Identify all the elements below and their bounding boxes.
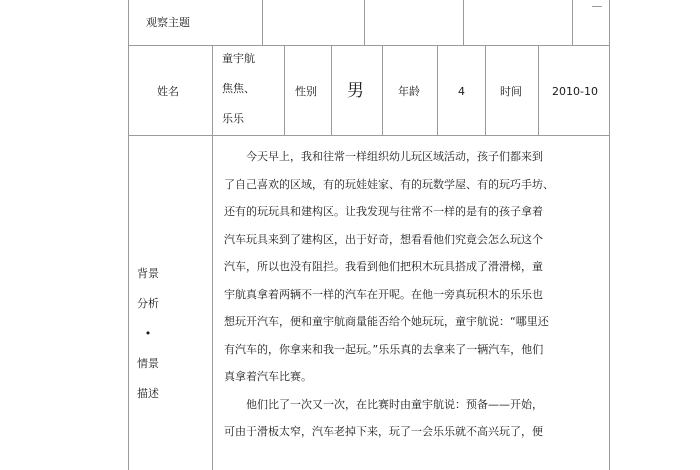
observe-topic-label: 观察主题 (146, 16, 190, 29)
paragraph-line: 还有的玩玩具和建构区。让我发现与往常不一样的是有的孩子拿着 (224, 205, 543, 218)
side-label-1: 背景 (137, 267, 159, 280)
time-label: 时间 (500, 85, 522, 98)
mid-col-divider-4 (437, 45, 438, 135)
top-right-mark (592, 6, 602, 7)
mid-col-divider-1 (284, 45, 285, 135)
top-col-divider-3 (463, 0, 464, 45)
child-name-2: 焦焦、 (222, 82, 255, 95)
paragraph-line: 了自己喜欢的区域，有的玩娃娃家、有的玩数学屋、有的玩巧手坊、 (224, 177, 554, 191)
top-col-divider-2 (364, 0, 365, 45)
side-label-5: 描述 (137, 387, 159, 400)
side-label-3: • (144, 327, 152, 340)
paragraph-line: 想玩开汽车，便和童宇航商量能否给个她玩玩，童宇航说：“哪里还 (224, 315, 549, 328)
table-border-right (609, 0, 610, 470)
paragraph-line: 可由于滑板太窄，汽车老掉下来，玩了一会乐乐就不高兴玩了，便 (224, 425, 543, 438)
table-border-left (128, 0, 129, 470)
col-divider-label (212, 45, 213, 470)
situation-description-text (224, 143, 600, 446)
gender-value: 男 (347, 81, 364, 101)
table-rule-middle (128, 135, 610, 136)
side-label-2: 分析 (137, 297, 159, 310)
paragraph-line: 汽车玩具来到了建构区，出于好奇，想看看他们究竟会怎么玩这个 (224, 232, 543, 246)
child-name-3: 乐乐 (222, 112, 244, 125)
paragraph-line: 今天早上，我和往常一样组织幼儿玩区域活动，孩子们都来到 (246, 150, 543, 163)
paragraph-line: 汽车，所以也没有阻拦。我看到他们把积木玩具搭成了滑滑梯，童 (224, 260, 543, 273)
gender-label: 性别 (295, 85, 317, 98)
paragraph-line: 真拿着汽车比赛。 (224, 370, 312, 383)
mid-col-divider-2 (331, 45, 332, 135)
paragraph-line: 他们比了一次又一次，在比赛时由童宇航说：预备——开始， (246, 397, 543, 411)
top-col-divider-4 (572, 0, 573, 45)
side-label-4: 情景 (137, 357, 159, 370)
paragraph-line: 有汽车的，你拿来和我一起玩。”乐乐真的去拿来了一辆汽车，他们 (224, 342, 544, 356)
age-label: 年龄 (398, 85, 420, 98)
child-name-1: 童宇航 (222, 52, 255, 65)
paragraph-line: 宇航真拿着两辆不一样的汽车在开呢。在他一旁真玩积木的乐乐也 (224, 287, 543, 301)
name-label: 姓名 (157, 85, 179, 98)
mid-col-divider-6 (538, 45, 539, 135)
mid-col-divider-5 (485, 45, 486, 135)
background-analysis-label (136, 259, 160, 409)
age-value: 4 (458, 85, 465, 98)
mid-col-divider-3 (382, 45, 383, 135)
top-col-divider-1 (262, 0, 263, 45)
time-value: 2010-10 (552, 85, 598, 98)
